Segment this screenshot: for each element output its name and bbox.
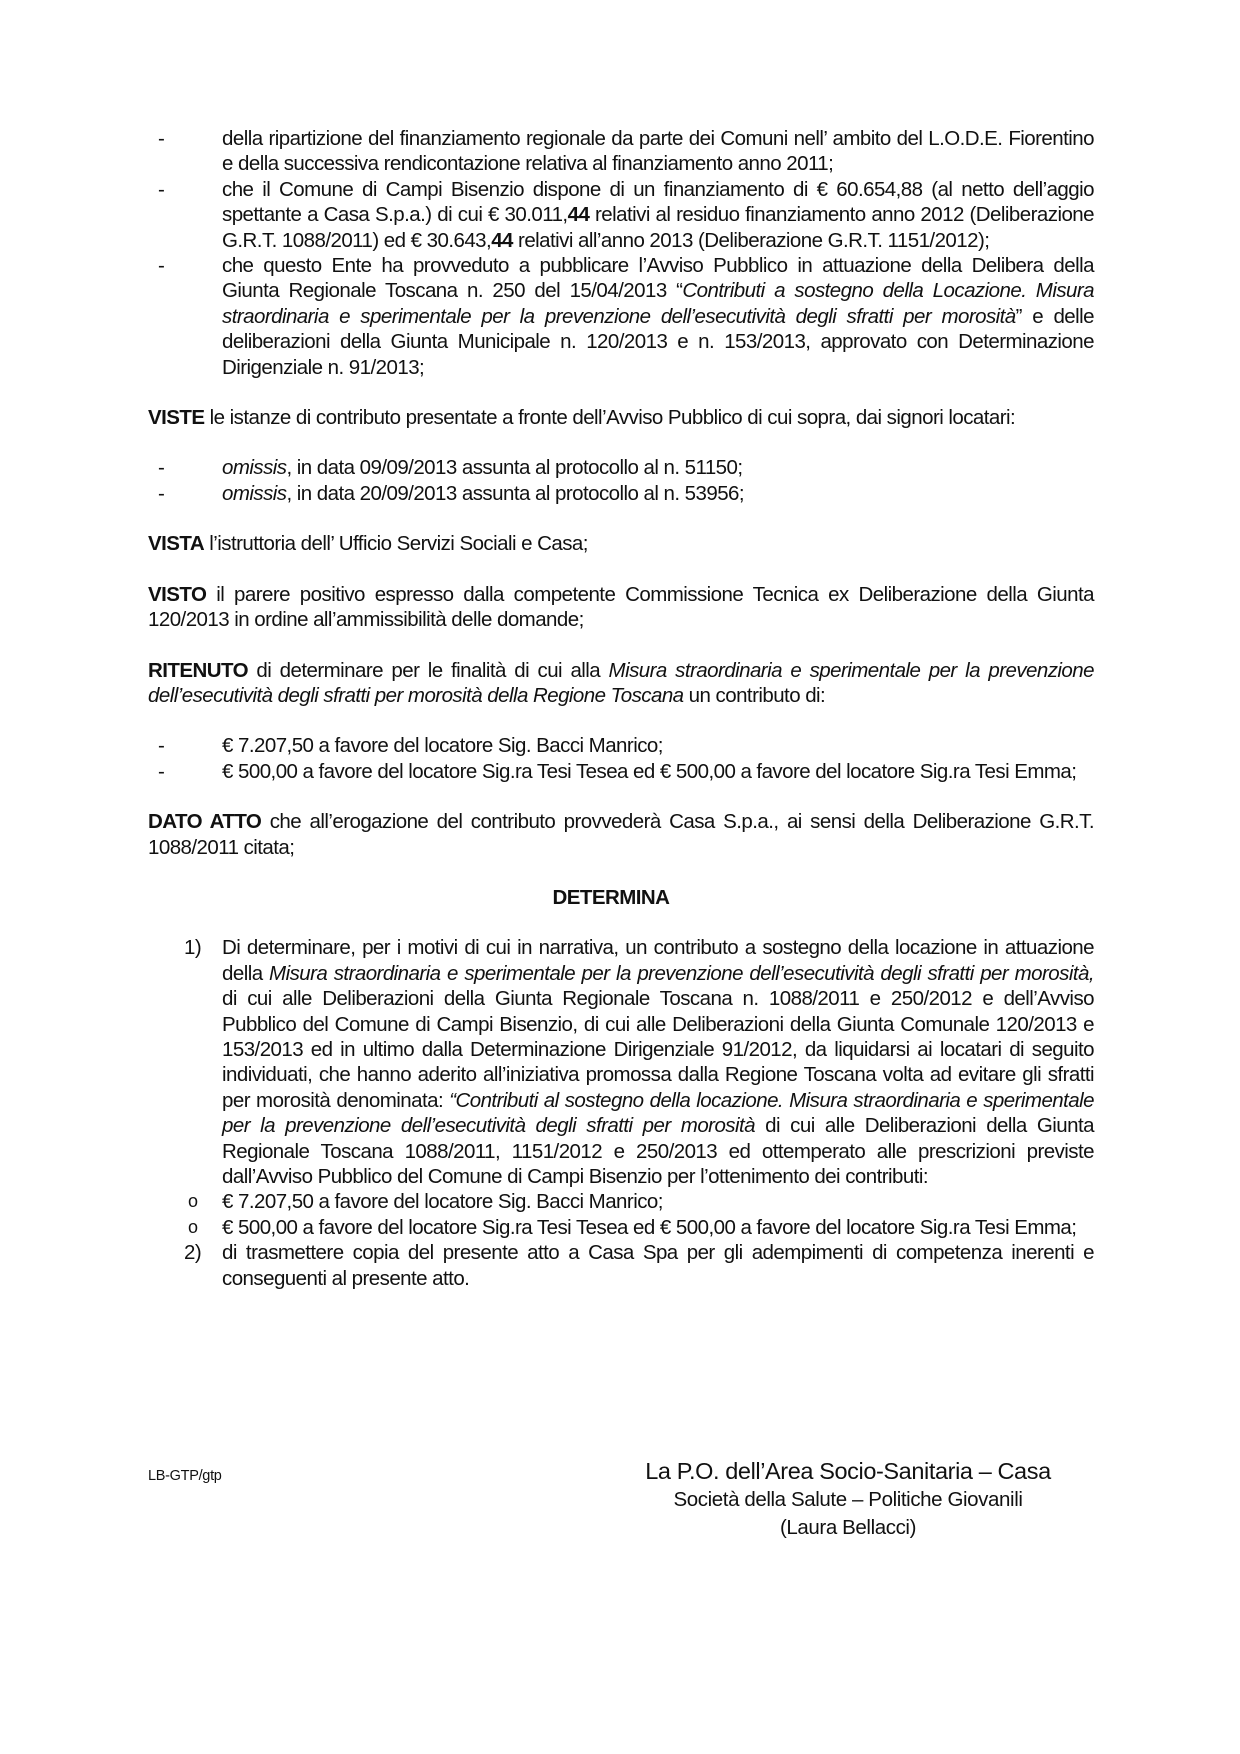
premessa-text: relativi al residuo finanziamento anno 2012 (Deliberazione G.R.T. 1088/2011) ed € 30.643,	[222, 203, 1095, 252]
signature-name: (Laura Bellacci)	[779, 1516, 917, 1539]
vista-keyword: VISTA	[148, 532, 205, 556]
ritenuto-item	[148, 733, 1094, 758]
viste-list	[148, 455, 1094, 506]
viste-item-text: , in data 20/09/2013 assunta al protocollo al n. 53956;	[286, 481, 745, 505]
dash-bullet: -	[158, 127, 165, 150]
reference-code: LB-GTP/gtp	[148, 1468, 222, 1484]
dato-atto-keyword: DATO ATTO	[148, 810, 262, 834]
viste-item-text: , in data 09/09/2013 assunta al protocollo al n. 51150;	[286, 456, 743, 480]
circle-bullet: o	[188, 1216, 198, 1237]
vista-text: l’istruttoria dell’ Ufficio Servizi Sociali e Casa;	[204, 532, 588, 556]
dash-bullet: -	[158, 177, 165, 201]
vista-paragraph	[148, 531, 1094, 556]
dash-bullet: -	[158, 759, 165, 783]
viste-paragraph	[148, 405, 1094, 430]
ritenuto-paragraph	[148, 658, 1094, 709]
determina-subitem-text: € 7.207,50 a favore del locatore Sig. Bacci Manrico;	[222, 1190, 663, 1214]
premessa-text: che il Comune di Campi Bisenzio dispone di un finanziamento di € 60.654,88 (al netto dell’aggio spettante a Casa S.p.a.) di cui € 30.011,	[222, 177, 1094, 227]
premessa-italic: Contributi a sostegno della Locazione. Misura straordinaria e sperimentale per la prevenzione dell’esecutività degli sfratti per morosità	[222, 279, 1095, 328]
ritenuto-text: di determinare per le finalità di cui alla	[248, 658, 609, 682]
determina-item-1	[148, 935, 1094, 1189]
premessa-text: relativi all’anno 2013 (Deliberazione G.R.T. 1151/2012);	[512, 228, 990, 252]
item-number: 2)	[184, 1241, 202, 1265]
ritenuto-item-text: € 7.207,50 a favore del locatore Sig. Bacci Manrico;	[222, 734, 663, 758]
ritenuto-item	[148, 759, 1094, 784]
omissis-label: omissis	[222, 456, 287, 480]
determina-subitem	[148, 1215, 1094, 1240]
omissis-label: omissis	[222, 481, 287, 505]
premessa-text: ” e delle deliberazioni della Giunta Municipale n. 120/2013 e n. 153/2013, approvato con Determinazione Dirigenziale n. 91/2013;	[222, 304, 1095, 379]
determina-italic: “Contributi al sostegno della locazione. Misura straordinaria e sperimentale per la prevenzione dell’esecutività degli sfratti per morosità	[222, 1088, 1094, 1138]
determina-title: DETERMINA	[552, 885, 670, 909]
visto-paragraph	[148, 582, 1094, 633]
ritenuto-item-text: € 500,00 a favore del locatore Sig.ra Tesi Tesea ed € 500,00 a favore del locatore Sig.ra Tesi Emma;	[222, 759, 1077, 783]
ritenuto-text: un contributo di:	[683, 683, 826, 707]
dash-bullet: -	[158, 734, 165, 758]
determina-text: di cui alle Deliberazioni della Giunta Regionale Toscana 1088/2011, 1151/2012 e 250/2013 ed ottemperato alle prescrizioni previste dall’Avviso Pubblico del Comune di Campi Bisenzio per l’ottenimento dei contributi:	[222, 1114, 1095, 1188]
visto-keyword: VISTO	[148, 582, 207, 606]
premessa-item	[148, 126, 1094, 177]
determina-text: Di determinare, per i motivi di cui in narrativa, un contributo a sostegno della locazione in attuazione della	[222, 936, 1094, 985]
premessa-bold: 44	[491, 228, 513, 252]
dash-bullet: -	[158, 456, 165, 480]
viste-text: le istanze di contributo presentate a fronte dell’Avviso Pubblico di cui sopra, dai signori locatari:	[204, 406, 1016, 430]
dato-atto-paragraph	[148, 809, 1094, 860]
signature-title: La P.O. dell’Area Socio-Sanitaria – Casa	[645, 1458, 1051, 1484]
dash-bullet: -	[158, 254, 165, 278]
premessa-item	[148, 177, 1094, 253]
premessa-text: della ripartizione del finanziamento regionale da parte dei Comuni nell’ ambito del L.O.D.E. Fiorentino e della successiva rendicontazione relativa al finanziamento anno 2011;	[222, 127, 1094, 176]
item-number: 1)	[184, 936, 202, 960]
ritenuto-italic: Misura straordinaria e sperimentale per la prevenzione dell’esecutività degli sfratti per morosità della Regione Toscana	[148, 658, 1094, 707]
dato-atto-text: che all’erogazione del contributo provvederà Casa S.p.a., ai sensi della Deliberazione G.R.T. 1088/2011 citata;	[148, 810, 1094, 859]
determina-italic: Misura straordinaria e sperimentale per la prevenzione dell’esecutività degli sfratti per morosità,	[269, 961, 1095, 985]
ritenuto-list	[148, 733, 1094, 784]
viste-keyword: VISTE	[148, 406, 205, 430]
viste-item	[148, 455, 1094, 480]
premesse-list	[148, 126, 1094, 380]
ritenuto-keyword: RITENUTO	[148, 658, 249, 682]
determina-text: di trasmettere copia del presente atto a Casa Spa per gli adempimenti di competenza inerenti e conseguenti al presente atto.	[222, 1241, 1094, 1290]
signature-subtitle: Società della Salute – Politiche Giovanili	[673, 1488, 1023, 1511]
premessa-text: che questo Ente ha provveduto a pubblicare l’Avviso Pubblico in attuazione della Delibera della Giunta Regionale Toscana n. 250 del 15/04/2013 “	[222, 254, 1094, 303]
determina-text: di cui alle Deliberazioni della Giunta Regionale Toscana n. 1088/2011 e 250/2012 e dell’Avviso Pubblico del Comune di Campi Bisenzio, di cui alle Deliberazioni della Giunta Comunale 120/2013 e 153/2013 ed in ultimo dalla Determinazione Dirigenziale 91/2012, da liquidarsi ai locatari di seguito individuati, che hanno aderito all’iniziativa promossa dalla Regione Toscana volta ad evitare gli sfratti per morosità denominata:	[222, 987, 1094, 1112]
viste-item	[148, 481, 1094, 506]
determina-subitem-text: € 500,00 a favore del locatore Sig.ra Tesi Tesea ed € 500,00 a favore del locatore Sig.ra Tesi Emma;	[222, 1215, 1077, 1239]
circle-bullet: o	[188, 1191, 198, 1212]
dash-bullet: -	[158, 481, 165, 505]
premessa-item	[148, 253, 1094, 380]
document-body	[148, 126, 1094, 1291]
determina-item-2	[148, 1240, 1094, 1291]
premessa-bold: 44	[567, 203, 590, 227]
visto-text: il parere positivo espresso dalla competente Commissione Tecnica ex Deliberazione della Giunta 120/2013 in ordine all’ammissibilità delle domande;	[148, 582, 1094, 632]
determina-subitem	[148, 1189, 1094, 1214]
